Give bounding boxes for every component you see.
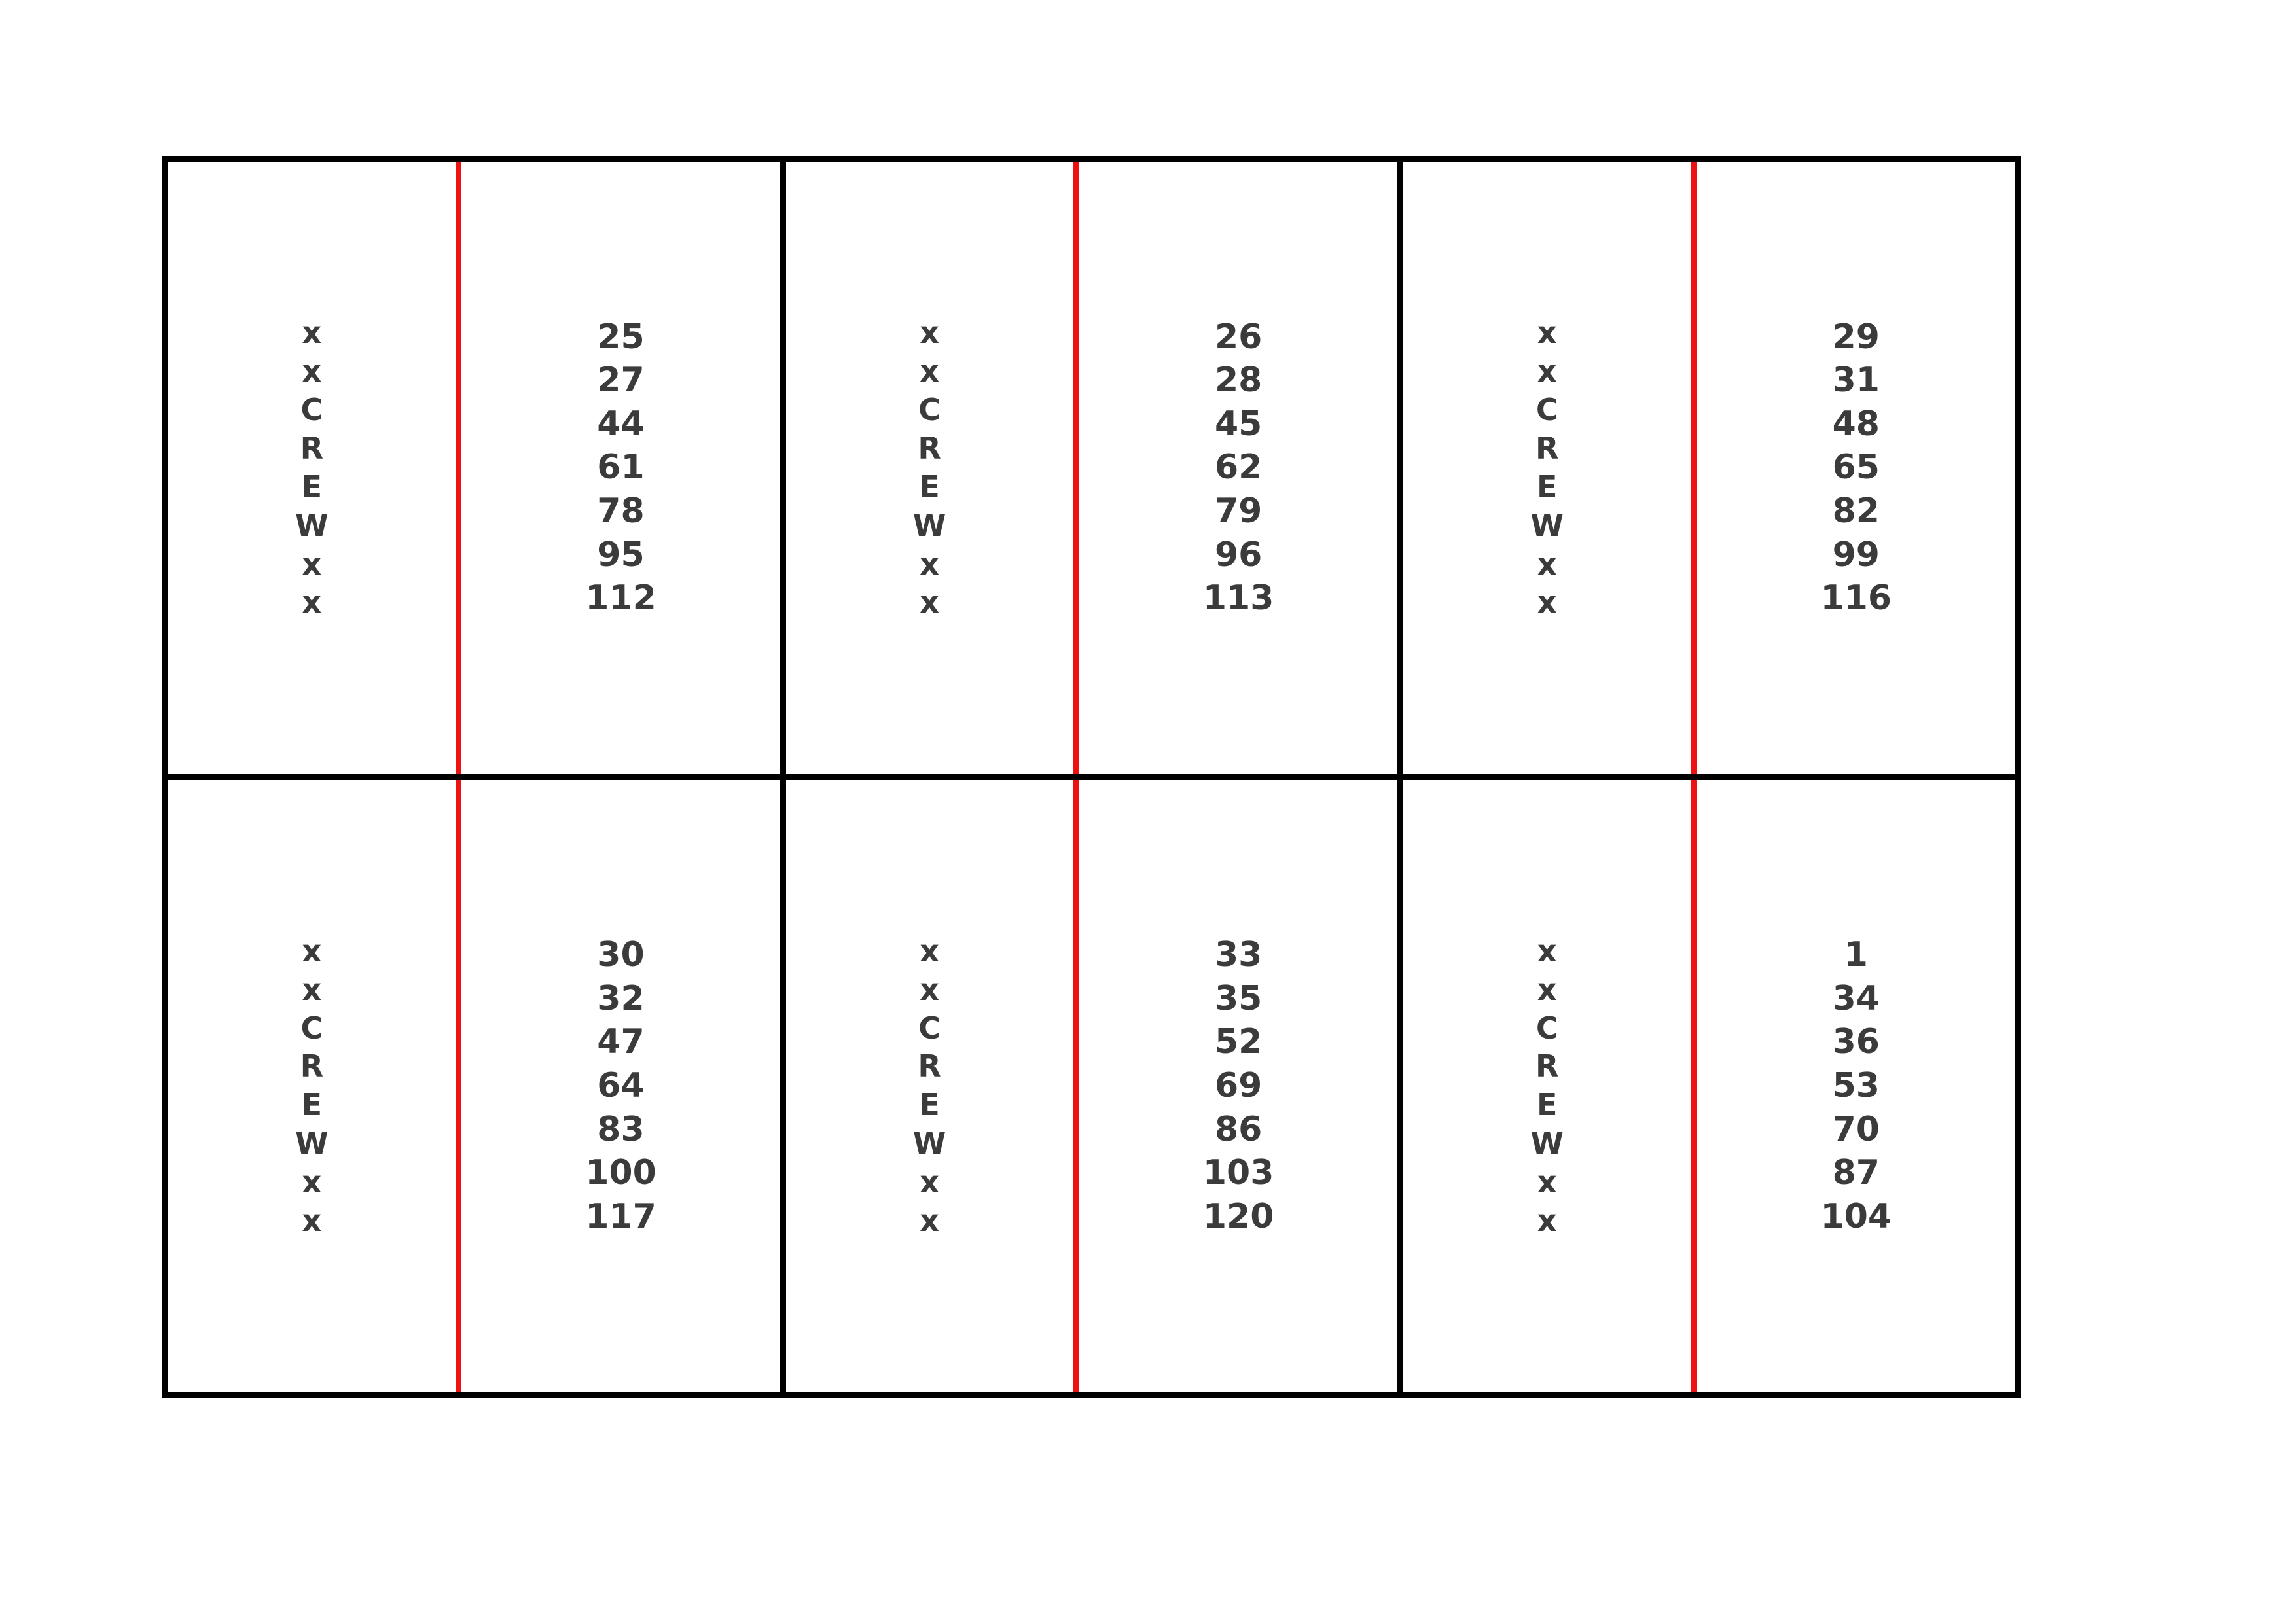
label-char: R <box>1535 430 1559 466</box>
cell-r2c1-label-column <box>168 780 456 1393</box>
label-stack <box>913 313 946 622</box>
value-stack <box>1821 933 1892 1238</box>
label-stack <box>295 313 329 622</box>
cell-r2c3 <box>1403 780 2015 1393</box>
value-item: 96 <box>1214 535 1263 575</box>
label-char: x <box>1537 1164 1558 1200</box>
cell-r1c2-value-column <box>1079 162 1397 774</box>
red-divider-line <box>1073 162 1079 774</box>
grid-row-top <box>168 162 2015 780</box>
value-stack <box>585 315 656 620</box>
label-char: E <box>1537 1087 1558 1123</box>
label-char: C <box>300 1010 323 1046</box>
label-char: C <box>1535 392 1559 427</box>
value-item: 86 <box>1214 1109 1263 1149</box>
value-item: 95 <box>597 535 645 575</box>
label-char: x <box>1537 584 1558 620</box>
value-item: 104 <box>1820 1196 1892 1236</box>
label-char: x <box>920 933 940 969</box>
label-char: R <box>300 430 324 466</box>
cell-r2c3-value-column <box>1697 780 2015 1393</box>
label-stack <box>295 932 329 1240</box>
value-item: 69 <box>1214 1065 1263 1105</box>
grid-row-bottom <box>168 780 2015 1393</box>
value-item: 32 <box>597 978 645 1018</box>
cell-r2c1-value-column <box>461 780 780 1393</box>
value-item: 1 <box>1844 935 1868 975</box>
label-char: C <box>300 392 323 427</box>
label-char: R <box>918 1048 942 1084</box>
label-char: W <box>1530 1126 1564 1162</box>
cell-r1c1 <box>168 162 786 774</box>
cell-r2c1 <box>168 780 786 1393</box>
value-item: 116 <box>1820 579 1892 618</box>
value-item: 33 <box>1214 935 1263 975</box>
value-stack <box>585 933 656 1238</box>
label-char: x <box>920 1202 940 1238</box>
value-item: 35 <box>1214 978 1263 1018</box>
label-char: x <box>302 315 322 351</box>
value-item: 36 <box>1832 1022 1880 1062</box>
value-stack <box>1203 315 1274 620</box>
value-item: 100 <box>585 1153 656 1193</box>
value-item: 44 <box>597 404 645 444</box>
label-char: C <box>918 392 941 427</box>
cell-r2c2 <box>786 780 1404 1393</box>
value-item: 30 <box>597 935 645 975</box>
cell-r1c1-value-column <box>461 162 780 774</box>
label-char: x <box>1537 933 1558 969</box>
label-char: x <box>1537 546 1558 582</box>
label-char: x <box>1537 1202 1558 1238</box>
cell-r2c2-label-column <box>786 780 1073 1393</box>
value-item: 61 <box>597 448 645 488</box>
value-item: 31 <box>1832 361 1880 401</box>
cell-grid <box>162 156 2021 1398</box>
label-char: x <box>302 933 322 969</box>
red-divider-line <box>1073 780 1079 1393</box>
cell-r2c2-value-column <box>1079 780 1397 1393</box>
label-stack <box>1530 932 1564 1240</box>
label-char: x <box>302 353 322 389</box>
value-item: 47 <box>597 1022 645 1062</box>
value-item: 112 <box>585 579 656 618</box>
value-item: 27 <box>597 361 645 401</box>
label-char: x <box>920 1164 940 1200</box>
red-divider-line <box>456 162 461 774</box>
label-char: E <box>301 1087 323 1123</box>
value-stack <box>1821 315 1892 620</box>
label-char: C <box>1535 1010 1559 1046</box>
label-char: R <box>1535 1048 1559 1084</box>
label-char: W <box>1530 507 1564 543</box>
label-char: x <box>302 1202 322 1238</box>
label-char: R <box>918 430 942 466</box>
label-char: E <box>919 469 941 505</box>
value-item: 87 <box>1832 1153 1880 1193</box>
cell-r1c2 <box>786 162 1404 774</box>
value-item: 52 <box>1214 1022 1263 1062</box>
value-item: 103 <box>1202 1153 1274 1193</box>
label-char: x <box>1537 315 1558 351</box>
value-item: 99 <box>1832 535 1880 575</box>
value-item: 70 <box>1832 1109 1880 1149</box>
value-item: 26 <box>1214 317 1263 357</box>
value-item: 64 <box>597 1065 645 1105</box>
value-item: 79 <box>1214 491 1263 531</box>
value-item: 117 <box>585 1196 656 1236</box>
value-stack <box>1203 933 1274 1238</box>
label-char: x <box>1537 353 1558 389</box>
label-char: E <box>919 1087 941 1123</box>
red-divider-line <box>456 780 461 1393</box>
label-char: x <box>920 353 940 389</box>
cell-r1c1-label-column <box>168 162 456 774</box>
label-char: W <box>295 507 329 543</box>
value-item: 78 <box>597 491 645 531</box>
label-char: x <box>302 971 322 1007</box>
value-item: 28 <box>1214 361 1263 401</box>
label-char: R <box>300 1048 324 1084</box>
label-char: W <box>295 1126 329 1162</box>
label-char: x <box>920 546 940 582</box>
label-char: x <box>920 584 940 620</box>
value-item: 45 <box>1214 404 1263 444</box>
label-stack <box>1530 313 1564 622</box>
value-item: 53 <box>1832 1065 1880 1105</box>
label-char: x <box>302 584 322 620</box>
value-item: 34 <box>1832 978 1880 1018</box>
label-char: x <box>302 1164 322 1200</box>
value-item: 120 <box>1202 1196 1274 1236</box>
label-stack <box>913 932 946 1240</box>
label-char: E <box>1537 469 1558 505</box>
cell-r1c3-label-column <box>1403 162 1691 774</box>
cell-r1c3-value-column <box>1697 162 2015 774</box>
label-char: C <box>918 1010 941 1046</box>
label-char: W <box>912 1126 946 1162</box>
value-item: 83 <box>597 1109 645 1149</box>
red-divider-line <box>1691 162 1697 774</box>
value-item: 29 <box>1832 317 1880 357</box>
cell-r2c3-label-column <box>1403 780 1691 1393</box>
value-item: 62 <box>1214 448 1263 488</box>
value-item: 82 <box>1832 491 1880 531</box>
label-char: x <box>302 546 322 582</box>
value-item: 25 <box>597 317 645 357</box>
label-char: x <box>1537 971 1558 1007</box>
value-item: 65 <box>1832 448 1880 488</box>
value-item: 113 <box>1202 579 1274 618</box>
value-item: 48 <box>1832 404 1880 444</box>
label-char: E <box>301 469 323 505</box>
cell-r1c3 <box>1403 162 2015 774</box>
label-char: x <box>920 971 940 1007</box>
cell-r1c2-label-column <box>786 162 1073 774</box>
label-char: x <box>920 315 940 351</box>
red-divider-line <box>1691 780 1697 1393</box>
label-char: W <box>912 507 946 543</box>
